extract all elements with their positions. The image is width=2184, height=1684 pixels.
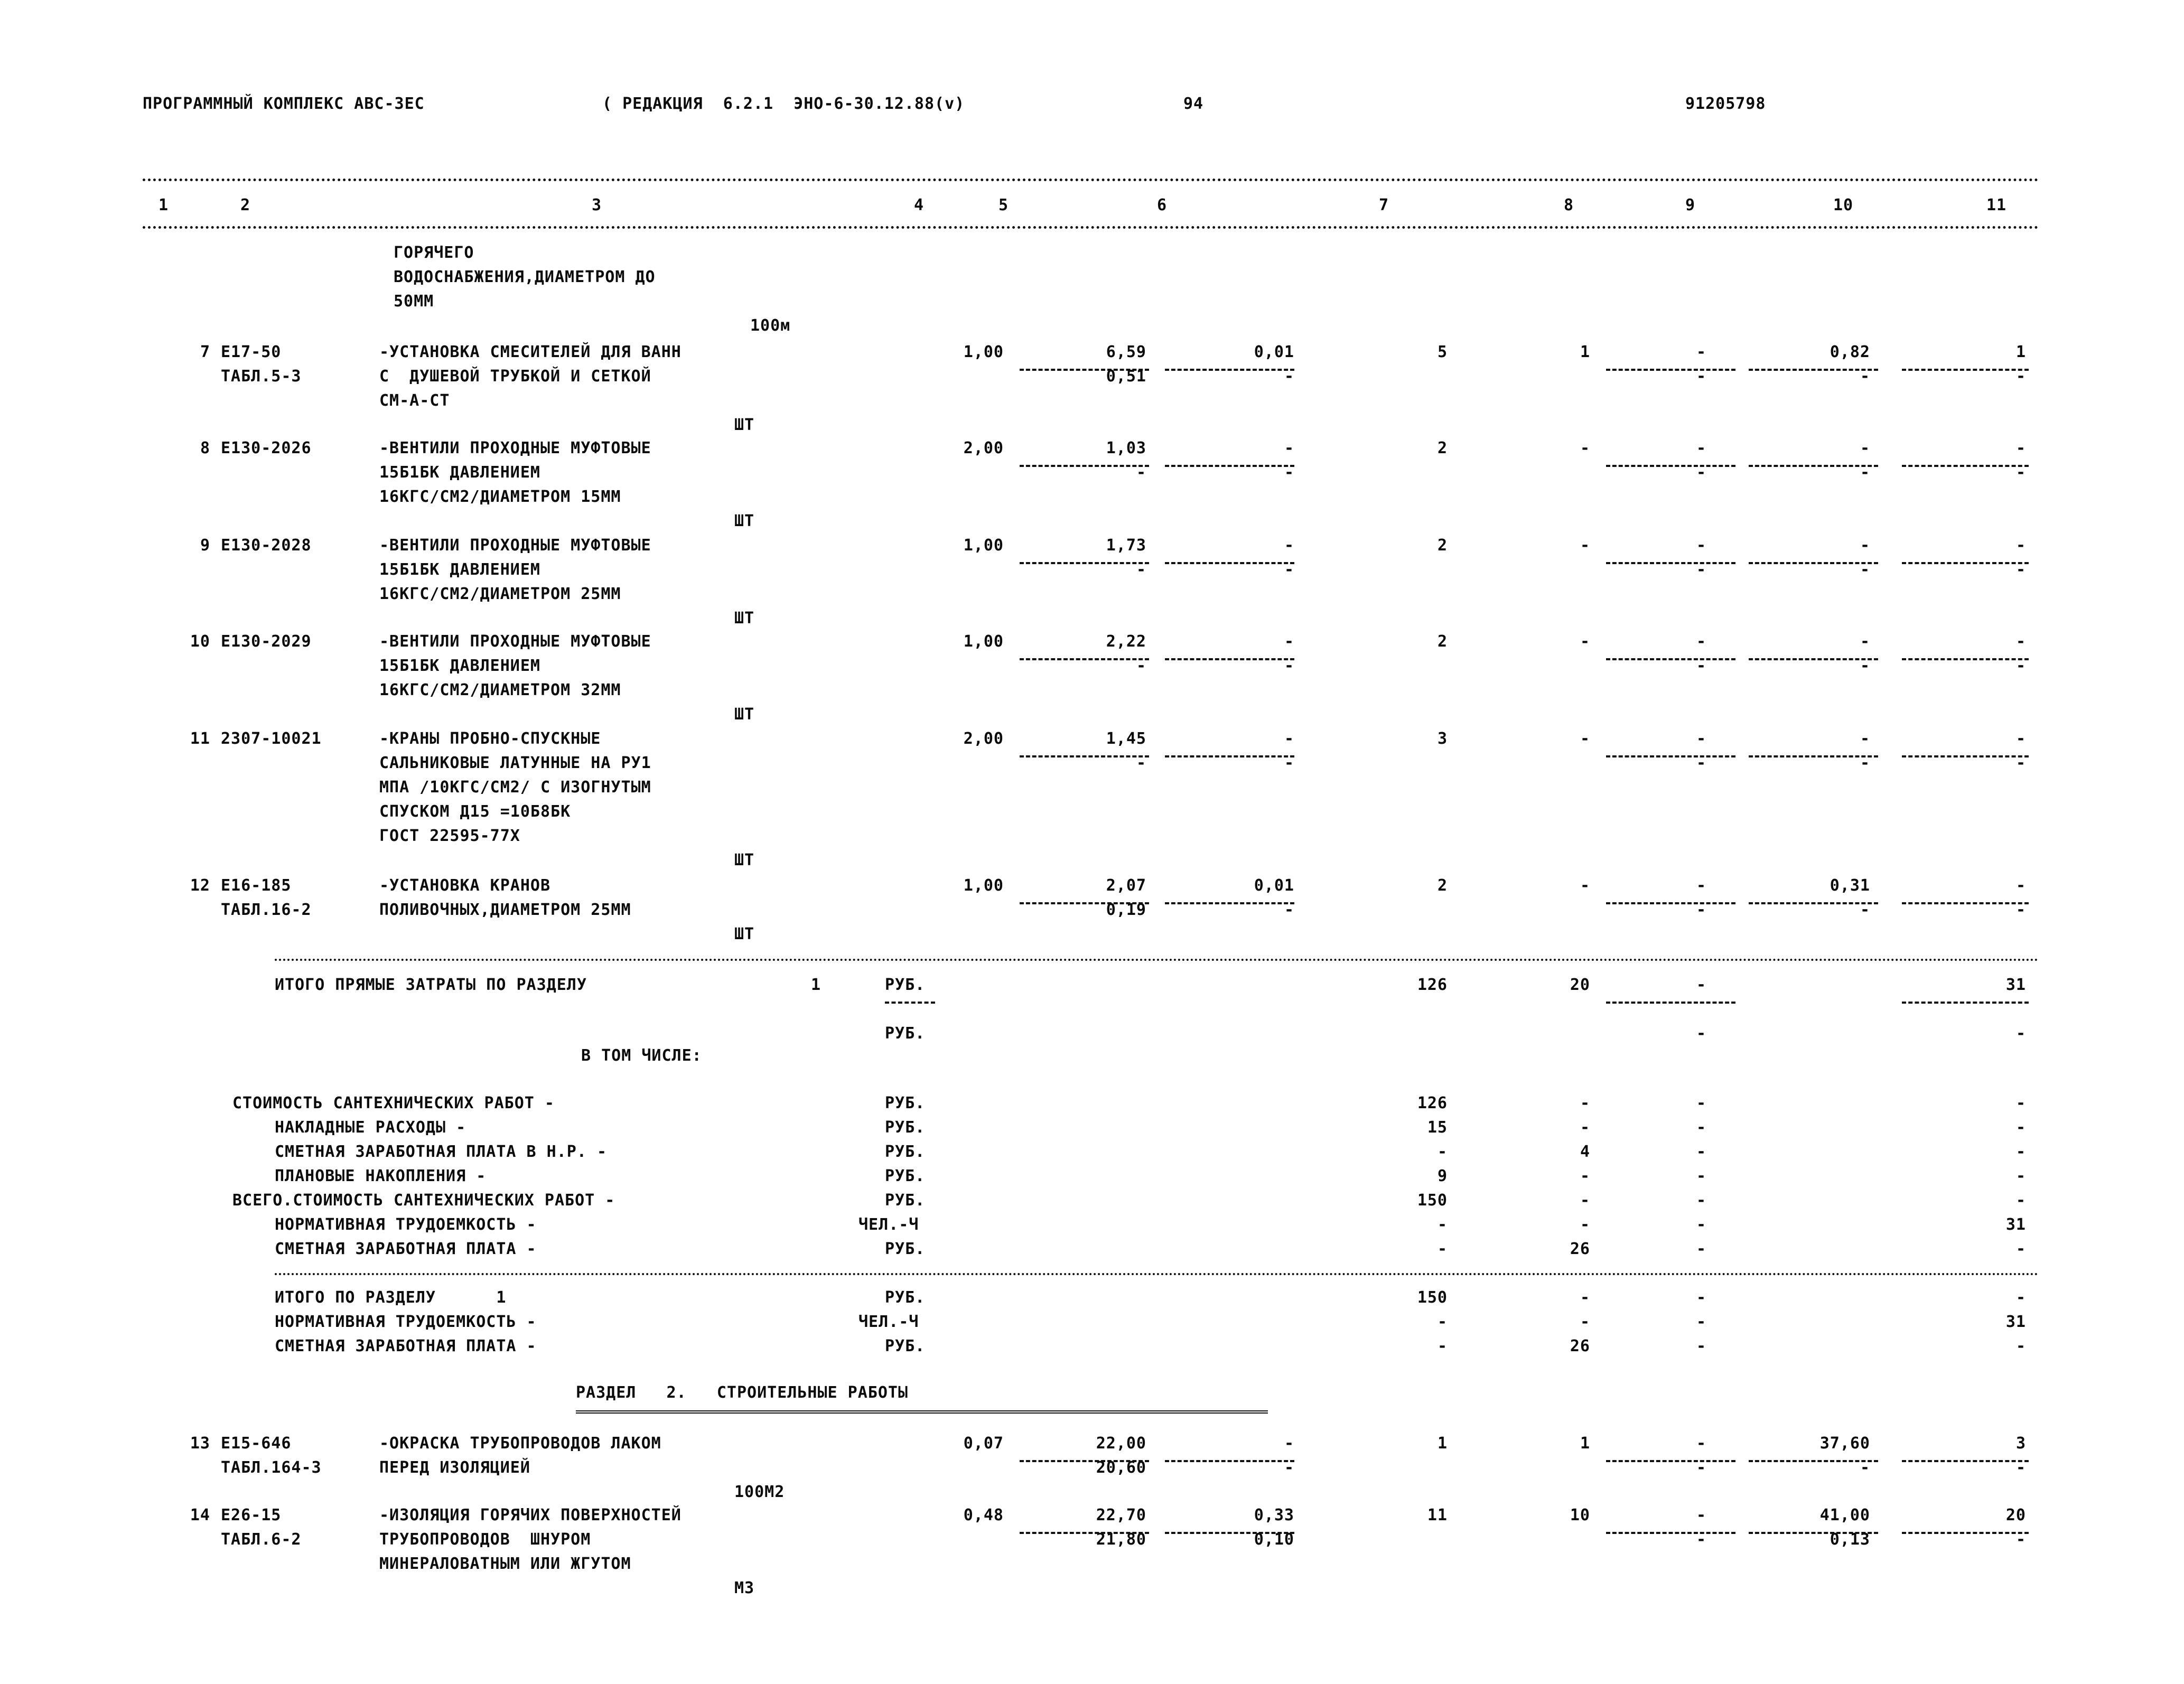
total-cost: 15 xyxy=(1427,1118,1448,1137)
quantity: 2,00 xyxy=(963,439,1004,457)
summary-label: СТОИМОСТЬ САНТЕХНИЧЕСКИХ РАБОТ - xyxy=(232,1094,555,1112)
labor-per-unit: 37,60 xyxy=(1819,1434,1870,1453)
wages: 1 xyxy=(1580,343,1590,361)
unit-label: ЧЕЛ.-Ч xyxy=(858,1215,919,1234)
unit-label: ШТ xyxy=(734,705,755,724)
unit-label: 100М2 xyxy=(734,1483,785,1501)
labor-total: 31 xyxy=(2005,1313,2026,1331)
col9-sub-value: - xyxy=(1696,1530,1706,1549)
labor-total: - xyxy=(2015,536,2026,555)
labor-per-unit: 0,82 xyxy=(1830,343,1870,361)
wages: - xyxy=(1580,1288,1590,1307)
unit-cost-machinery: - xyxy=(1284,729,1294,748)
desc-line: 50ММ xyxy=(394,292,434,311)
summary-label: НАКЛАДНЫЕ РАСХОДЫ - xyxy=(275,1118,466,1137)
labor-total-sub: - xyxy=(2015,1024,2026,1043)
wages: - xyxy=(1580,729,1590,748)
unit-cost-total: 1,45 xyxy=(1106,729,1146,748)
col9-value: - xyxy=(1696,1337,1706,1355)
labor-total-sub: - xyxy=(2015,367,2026,386)
work-description: СМ-А-СТ xyxy=(379,391,450,410)
unit-cost-total: 6,59 xyxy=(1106,343,1146,361)
col9-value: - xyxy=(1696,632,1706,651)
quantity: 1,00 xyxy=(963,876,1004,895)
work-description: 15Б1БК ДАВЛЕНИЕМ xyxy=(379,560,540,579)
row-number: 10 xyxy=(190,632,210,651)
labor-total: - xyxy=(2015,1288,2026,1307)
labor-total: - xyxy=(2015,1094,2026,1112)
rate-table: ТАБЛ.164-3 xyxy=(221,1458,322,1477)
total-cost: 1 xyxy=(1437,1434,1448,1453)
labor-total: - xyxy=(2015,1143,2026,1161)
section-total-label: НОРМАТИВНАЯ ТРУДОЕМКОСТЬ - xyxy=(275,1313,537,1331)
work-description: -УСТАНОВКА СМЕСИТЕЛЕЙ ДЛЯ ВАНН xyxy=(379,343,682,361)
col9-value: - xyxy=(1696,1288,1706,1307)
unit-label: ШТ xyxy=(734,512,755,530)
labor-sub-value: - xyxy=(1860,657,1870,675)
col9-value: - xyxy=(1696,1215,1706,1234)
unit-cost-wages: - xyxy=(1136,657,1146,675)
work-description: ПОЛИВОЧНЫХ,ДИАМЕТРОМ 25ММ xyxy=(379,901,631,919)
total-cost: 2 xyxy=(1437,876,1448,895)
work-description: СПУСКОМ Д15 =10Б8БК xyxy=(379,802,571,821)
unit-cost-machinery: 0,01 xyxy=(1254,343,1294,361)
section-title-underline xyxy=(576,1410,1268,1414)
col9-sub-value: - xyxy=(1696,754,1706,772)
unit-label: РУБ. xyxy=(885,1094,926,1112)
column-header-6: 6 xyxy=(1157,196,1168,214)
col9-sub-value: - xyxy=(1696,901,1706,919)
col9-sub-value: - xyxy=(1696,1024,1706,1043)
machinery-wages: - xyxy=(1284,657,1294,675)
rate-code: 2307-10021 xyxy=(221,729,322,748)
unit-cost-total: 2,07 xyxy=(1106,876,1146,895)
unit-cost-total: 2,22 xyxy=(1106,632,1146,651)
cell-splitter xyxy=(1606,1002,1735,1004)
labor-total-sub: - xyxy=(2015,1530,2026,1549)
machinery-wages: 0,10 xyxy=(1254,1530,1294,1549)
total-cost: 126 xyxy=(1417,1094,1448,1112)
wages: - xyxy=(1580,1191,1590,1210)
rate-code: Е130-2029 xyxy=(221,632,312,651)
labor-total: 31 xyxy=(2005,976,2026,994)
direct-costs-section: 1 xyxy=(811,976,822,994)
cell-splitter xyxy=(885,1002,935,1004)
machinery-wages: - xyxy=(1284,1458,1294,1477)
total-cost: 5 xyxy=(1437,343,1448,361)
col9-value: - xyxy=(1696,536,1706,555)
col9-value: - xyxy=(1696,1506,1706,1524)
section-total-rule xyxy=(275,1273,2039,1275)
total-cost: 3 xyxy=(1437,729,1448,748)
total-cost: - xyxy=(1437,1240,1448,1258)
labor-per-unit: - xyxy=(1860,729,1870,748)
wages: - xyxy=(1580,439,1590,457)
total-cost: - xyxy=(1437,1143,1448,1161)
header-rule-top xyxy=(143,179,2039,181)
col9-value: - xyxy=(1696,976,1706,994)
labor-total: - xyxy=(2015,729,2026,748)
wages: - xyxy=(1580,1215,1590,1234)
labor-total: 31 xyxy=(2005,1215,2026,1234)
work-description: САЛЬНИКОВЫЕ ЛАТУННЫЕ НА РУ1 xyxy=(379,754,651,772)
unit-cost-wages: 0,51 xyxy=(1106,367,1146,386)
unit-label: 100м xyxy=(750,316,791,335)
wages: - xyxy=(1580,876,1590,895)
labor-sub-value: - xyxy=(1860,754,1870,772)
col9-value: - xyxy=(1696,1240,1706,1258)
column-header-8: 8 xyxy=(1564,196,1574,214)
unit-cost-total: 22,00 xyxy=(1096,1434,1146,1453)
unit-cost-machinery: - xyxy=(1284,632,1294,651)
row-number: 13 xyxy=(190,1434,210,1453)
row-number: 8 xyxy=(200,439,210,457)
desc-line: ГОРЯЧЕГО xyxy=(394,244,474,262)
desc-line: ВОДОСНАБЖЕНИЯ,ДИАМЕТРОМ ДО xyxy=(394,268,656,286)
labor-total-sub: - xyxy=(2015,463,2026,482)
wages: - xyxy=(1580,1167,1590,1185)
unit-cost-machinery: 0,33 xyxy=(1254,1506,1294,1524)
work-description: -КРАНЫ ПРОБНО-СПУСКНЫЕ xyxy=(379,729,601,748)
header-rule-bottom xyxy=(143,226,2039,229)
wages: 26 xyxy=(1570,1240,1590,1258)
labor-total: 20 xyxy=(2005,1506,2026,1524)
unit-label: ШТ xyxy=(734,416,755,434)
labor-total-sub: - xyxy=(2015,901,2026,919)
labor-sub-value: - xyxy=(1860,463,1870,482)
work-description: 15Б1БК ДАВЛЕНИЕМ xyxy=(379,657,540,675)
edition: ( РЕДАКЦИЯ 6.2.1 ЭНО-6-30.12.88(v) xyxy=(602,95,965,113)
total-cost: 2 xyxy=(1437,439,1448,457)
machinery-wages: - xyxy=(1284,560,1294,579)
work-description: 15Б1БК ДАВЛЕНИЕМ xyxy=(379,463,540,482)
rate-table: ТАБЛ.16-2 xyxy=(221,901,312,919)
column-header-11: 11 xyxy=(1986,196,2007,214)
col9-value: - xyxy=(1696,1313,1706,1331)
work-description: С ДУШЕВОЙ ТРУБКОЙ И СЕТКОЙ xyxy=(379,367,651,386)
work-description: -ВЕНТИЛИ ПРОХОДНЫЕ МУФТОВЫЕ xyxy=(379,536,651,555)
unit-cost-machinery: - xyxy=(1284,536,1294,555)
summary-label: ПЛАНОВЫЕ НАКОПЛЕНИЯ - xyxy=(275,1167,487,1185)
column-header-7: 7 xyxy=(1379,196,1389,214)
row-number: 12 xyxy=(190,876,210,895)
unit-label: ШТ xyxy=(734,851,755,869)
col9-sub-value: - xyxy=(1696,463,1706,482)
col9-value: - xyxy=(1696,343,1706,361)
column-header-1: 1 xyxy=(158,196,169,214)
labor-per-unit: 41,00 xyxy=(1819,1506,1870,1524)
cell-splitter xyxy=(1902,1002,2029,1004)
labor-total: - xyxy=(2015,876,2026,895)
unit-label: РУБ. xyxy=(885,1167,926,1185)
unit-cost-machinery: - xyxy=(1284,1434,1294,1453)
total-cost: 126 xyxy=(1417,976,1448,994)
work-description: МПА /10КГС/СМ2/ С ИЗОГНУТЫМ xyxy=(379,778,651,797)
col9-value: - xyxy=(1696,1434,1706,1453)
labor-total: - xyxy=(2015,1337,2026,1355)
column-header-5: 5 xyxy=(998,196,1009,214)
unit-cost-total: 1,03 xyxy=(1106,439,1146,457)
work-description: -ВЕНТИЛИ ПРОХОДНЫЕ МУФТОВЫЕ xyxy=(379,439,651,457)
unit-cost-wages: - xyxy=(1136,463,1146,482)
col9-value: - xyxy=(1696,1118,1706,1137)
unit-label: РУБ. xyxy=(885,1191,926,1210)
total-cost: - xyxy=(1437,1337,1448,1355)
col9-value: - xyxy=(1696,1143,1706,1161)
labor-total-sub: - xyxy=(2015,754,2026,772)
col9-sub-value: - xyxy=(1696,560,1706,579)
unit-cost-wages: - xyxy=(1136,560,1146,579)
doc-code: 91205798 xyxy=(1685,95,1766,113)
wages: 10 xyxy=(1570,1506,1590,1524)
machinery-wages: - xyxy=(1284,901,1294,919)
page-number: 94 xyxy=(1183,95,1204,113)
total-cost: 2 xyxy=(1437,632,1448,651)
rate-code: Е130-2026 xyxy=(221,439,312,457)
labor-sub-value: - xyxy=(1860,1458,1870,1477)
labor-total: - xyxy=(2015,439,2026,457)
rate-table: ТАБЛ.6-2 xyxy=(221,1530,302,1549)
summary-label: ВСЕГО.СТОИМОСТЬ САНТЕХНИЧЕСКИХ РАБОТ - xyxy=(232,1191,615,1210)
rate-code: Е15-646 xyxy=(221,1434,292,1453)
rate-code: Е130-2028 xyxy=(221,536,312,555)
quantity: 2,00 xyxy=(963,729,1004,748)
labor-total: - xyxy=(2015,1118,2026,1137)
unit-label: РУБ. xyxy=(885,1337,926,1355)
labor-per-unit: - xyxy=(1860,536,1870,555)
work-description: -ИЗОЛЯЦИЯ ГОРЯЧИХ ПОВЕРХНОСТЕЙ xyxy=(379,1506,682,1524)
section-total-label: ИТОГО ПО РАЗДЕЛУ 1 xyxy=(275,1288,507,1307)
labor-total: 1 xyxy=(2015,343,2026,361)
work-description: 16КГС/СМ2/ДИАМЕТРОМ 15ММ xyxy=(379,488,621,506)
rate-table: ТАБЛ.5-3 xyxy=(221,367,302,386)
work-description: 16КГС/СМ2/ДИАМЕТРОМ 25ММ xyxy=(379,585,621,603)
unit-label: РУБ. xyxy=(885,976,926,994)
rate-code: Е26-15 xyxy=(221,1506,282,1524)
work-description: 16КГС/СМ2/ДИАМЕТРОМ 32ММ xyxy=(379,681,621,699)
row-number: 11 xyxy=(190,729,210,748)
row-number: 14 xyxy=(190,1506,210,1524)
col9-value: - xyxy=(1696,876,1706,895)
column-header-10: 10 xyxy=(1833,196,1854,214)
column-header-2: 2 xyxy=(240,196,251,214)
total-cost: 150 xyxy=(1417,1288,1448,1307)
labor-total-sub: - xyxy=(2015,1458,2026,1477)
labor-per-unit: - xyxy=(1860,439,1870,457)
machinery-wages: - xyxy=(1284,754,1294,772)
labor-total-sub: - xyxy=(2015,560,2026,579)
summary-label: НОРМАТИВНАЯ ТРУДОЕМКОСТЬ - xyxy=(275,1215,537,1234)
labor-total: 3 xyxy=(2015,1434,2026,1453)
unit-cost-wages: - xyxy=(1136,754,1146,772)
labor-total-sub: - xyxy=(2015,657,2026,675)
labor-total: - xyxy=(2015,632,2026,651)
quantity: 1,00 xyxy=(963,343,1004,361)
work-description: -ОКРАСКА ТРУБОПРОВОДОВ ЛАКОМ xyxy=(379,1434,661,1453)
wages: - xyxy=(1580,1118,1590,1137)
labor-sub-value: - xyxy=(1860,560,1870,579)
labor-total: - xyxy=(2015,1167,2026,1185)
wages: - xyxy=(1580,1094,1590,1112)
machinery-wages: - xyxy=(1284,367,1294,386)
col9-value: - xyxy=(1696,439,1706,457)
wages: - xyxy=(1580,536,1590,555)
total-cost: - xyxy=(1437,1313,1448,1331)
rate-code: Е16-185 xyxy=(221,876,292,895)
work-description: МИНЕРАЛОВАТНЫМ ИЛИ ЖГУТОМ xyxy=(379,1555,631,1573)
total-cost: 9 xyxy=(1437,1167,1448,1185)
unit-cost-total: 22,70 xyxy=(1096,1506,1146,1524)
labor-sub-value: - xyxy=(1860,367,1870,386)
unit-label: РУБ. xyxy=(885,1240,926,1258)
quantity: 0,07 xyxy=(963,1434,1004,1453)
column-header-3: 3 xyxy=(592,196,602,214)
work-description: -ВЕНТИЛИ ПРОХОДНЫЕ МУФТОВЫЕ xyxy=(379,632,651,651)
summary-label: СМЕТНАЯ ЗАРАБОТНАЯ ПЛАТА - xyxy=(275,1240,537,1258)
col9-value: - xyxy=(1696,1094,1706,1112)
wages: - xyxy=(1580,632,1590,651)
labor-per-unit: 0,31 xyxy=(1830,876,1870,895)
unit-label: РУБ. xyxy=(885,1118,926,1137)
work-description: ПЕРЕД ИЗОЛЯЦИЕЙ xyxy=(379,1458,530,1477)
unit-cost-wages: 21,80 xyxy=(1096,1530,1146,1549)
wages: 20 xyxy=(1570,976,1590,994)
unit-label: РУБ. xyxy=(885,1143,926,1161)
column-header-4: 4 xyxy=(914,196,925,214)
including-label: В ТОМ ЧИСЛЕ: xyxy=(581,1046,702,1065)
quantity: 1,00 xyxy=(963,536,1004,555)
wages: 26 xyxy=(1570,1337,1590,1355)
program-name: ПРОГРАММНЫЙ КОМПЛЕКС АВС-ЗЕС xyxy=(143,95,425,113)
col9-value: - xyxy=(1696,1191,1706,1210)
labor-per-unit: - xyxy=(1860,632,1870,651)
total-cost: - xyxy=(1437,1215,1448,1234)
row-number: 9 xyxy=(200,536,210,555)
unit-label: ШТ xyxy=(734,925,755,943)
unit-label: ШТ xyxy=(734,609,755,628)
total-cost: 11 xyxy=(1427,1506,1448,1524)
unit-cost-total: 1,73 xyxy=(1106,536,1146,555)
summary-label: СМЕТНАЯ ЗАРАБОТНАЯ ПЛАТА В Н.Р. - xyxy=(275,1143,608,1161)
unit-cost-machinery: - xyxy=(1284,439,1294,457)
col9-sub-value: - xyxy=(1696,367,1706,386)
unit-cost-machinery: 0,01 xyxy=(1254,876,1294,895)
labor-sub-value: - xyxy=(1860,901,1870,919)
column-header-9: 9 xyxy=(1685,196,1696,214)
work-description: -УСТАНОВКА КРАНОВ xyxy=(379,876,551,895)
direct-costs-label: ИТОГО ПРЯМЫЕ ЗАТРАТЫ ПО РАЗДЕЛУ xyxy=(275,976,587,994)
total-cost: 2 xyxy=(1437,536,1448,555)
work-description: ГОСТ 22595-77Х xyxy=(379,827,520,845)
wages: 4 xyxy=(1580,1143,1590,1161)
machinery-wages: - xyxy=(1284,463,1294,482)
rate-code: Е17-50 xyxy=(221,343,282,361)
wages: - xyxy=(1580,1313,1590,1331)
col9-value: - xyxy=(1696,729,1706,748)
col9-sub-value: - xyxy=(1696,657,1706,675)
section-title: РАЗДЕЛ 2. СТРОИТЕЛЬНЫЕ РАБОТЫ xyxy=(576,1383,909,1402)
unit-label: ЧЕЛ.-Ч xyxy=(858,1313,919,1331)
labor-sub-value: 0,13 xyxy=(1830,1530,1870,1549)
quantity: 1,00 xyxy=(963,632,1004,651)
row-number: 7 xyxy=(200,343,210,361)
labor-total: - xyxy=(2015,1240,2026,1258)
direct-cost-rule xyxy=(275,959,2039,961)
total-cost: 150 xyxy=(1417,1191,1448,1210)
unit-cost-wages: 0,19 xyxy=(1106,901,1146,919)
labor-total: - xyxy=(2015,1191,2026,1210)
wages: 1 xyxy=(1580,1434,1590,1453)
section-total-label: СМЕТНАЯ ЗАРАБОТНАЯ ПЛАТА - xyxy=(275,1337,537,1355)
quantity: 0,48 xyxy=(963,1506,1004,1524)
work-description: ТРУБОПРОВОДОВ ШНУРОМ xyxy=(379,1530,591,1549)
unit-label: РУБ. xyxy=(885,1024,926,1043)
col9-value: - xyxy=(1696,1167,1706,1185)
unit-cost-wages: 20,60 xyxy=(1096,1458,1146,1477)
unit-label: РУБ. xyxy=(885,1288,926,1307)
col9-sub-value: - xyxy=(1696,1458,1706,1477)
unit-label: М3 xyxy=(734,1579,755,1597)
